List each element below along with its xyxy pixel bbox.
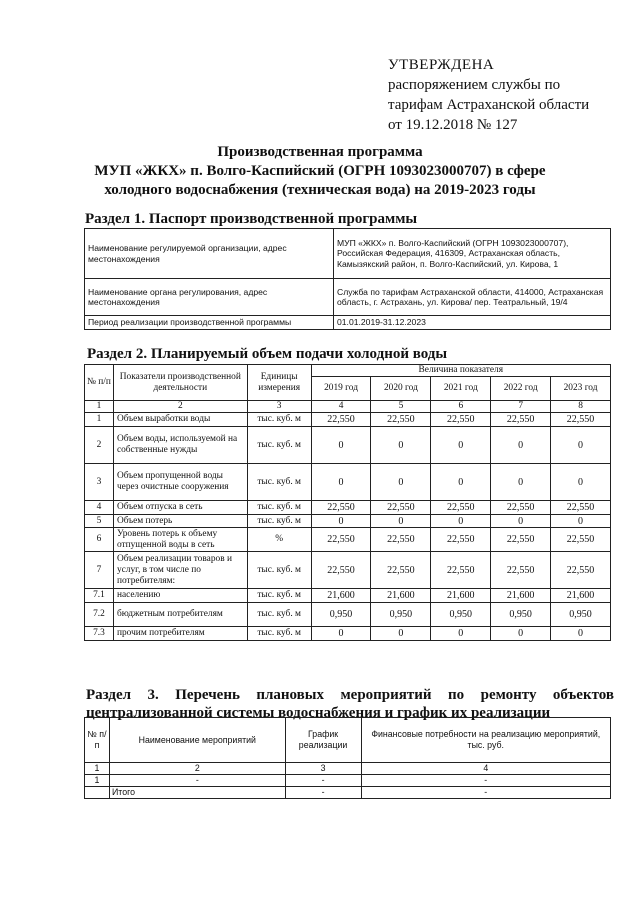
row-value: 0 — [371, 427, 431, 464]
row-value: 0 — [551, 515, 611, 528]
row-value: 0 — [371, 627, 431, 641]
row-value: 0 — [491, 464, 551, 501]
row-unit: тыс. куб. м — [247, 603, 311, 627]
row-value: 22,550 — [491, 413, 551, 427]
passport-table — [84, 228, 611, 330]
column-number-row — [85, 401, 611, 413]
column-number: 2 — [109, 763, 285, 775]
table-row — [85, 775, 611, 787]
column-number: 3 — [247, 401, 311, 413]
section-3-heading-line-1: Раздел 3. Перечень плановых мероприятий по ремонту объектов — [86, 687, 614, 703]
column-number: 6 — [431, 401, 491, 413]
column-number: 1 — [85, 401, 114, 413]
row-value: 21,600 — [431, 589, 491, 603]
table-row — [85, 552, 611, 589]
column-number: 4 — [361, 763, 610, 775]
event-num — [85, 787, 110, 799]
row-value: 22,550 — [371, 501, 431, 515]
table-row — [85, 413, 611, 427]
row-value: 0,950 — [551, 603, 611, 627]
header-schedule: График реализации — [285, 718, 361, 763]
table-row — [85, 464, 611, 501]
row-name: населению — [113, 589, 247, 603]
row-value: 0 — [431, 464, 491, 501]
row-value: 0 — [431, 515, 491, 528]
table-row — [85, 787, 611, 799]
row-unit: тыс. куб. м — [247, 515, 311, 528]
row-value: 22,550 — [491, 501, 551, 515]
header-year: 2023 год — [551, 377, 611, 401]
row-value: 0,950 — [371, 603, 431, 627]
approval-line-2: тарифам Астраханской области — [388, 97, 590, 113]
row-value: 22,550 — [311, 413, 371, 427]
row-value: 22,550 — [371, 528, 431, 552]
row-value: 21,600 — [551, 589, 611, 603]
column-number: 1 — [85, 763, 110, 775]
header-year: 2021 год — [431, 377, 491, 401]
row-value: 0 — [551, 464, 611, 501]
row-name: бюджетным потребителям — [113, 603, 247, 627]
row-num: 7.1 — [85, 589, 114, 603]
row-value: 22,550 — [431, 552, 491, 589]
row-value: 0 — [431, 627, 491, 641]
row-num: 5 — [85, 515, 114, 528]
section-2-heading: Раздел 2. Планируемый объем подачи холодной воды — [87, 346, 448, 362]
header-name: Наименование мероприятий — [109, 718, 285, 763]
table-row — [85, 528, 611, 552]
column-number: 4 — [311, 401, 371, 413]
title-line-1: Производственная программа — [217, 144, 423, 160]
column-number-row — [85, 763, 611, 775]
row-name: прочим потребителям — [113, 627, 247, 641]
row-value: 0 — [491, 627, 551, 641]
row-name: Уровень потерь к объему отпущенной воды в сеть — [113, 528, 247, 552]
title-line-3: холодного водоснабжения (техническая вода) на 2019-2023 годы — [104, 182, 536, 198]
row-unit: тыс. куб. м — [247, 589, 311, 603]
approval-title: УТВЕРЖДЕНА — [388, 57, 495, 73]
table-row — [85, 627, 611, 641]
row-value: 22,550 — [371, 552, 431, 589]
passport-label: Наименование органа регулирования, адрес местонахождения — [85, 279, 334, 316]
event-schedule: - — [285, 775, 361, 787]
events-table — [84, 717, 611, 799]
passport-label: Наименование регулируемой организации, адрес местонахождения — [85, 229, 334, 279]
header-num: № п/п — [85, 718, 110, 763]
table-row — [85, 589, 611, 603]
section-1-heading: Раздел 1. Паспорт производственной программы — [85, 211, 418, 227]
row-value: 22,550 — [311, 528, 371, 552]
row-value: 21,600 — [311, 589, 371, 603]
row-num: 7 — [85, 552, 114, 589]
row-unit: тыс. куб. м — [247, 552, 311, 589]
header-finance: Финансовые потребности на реализацию мероприятий, тыс. руб. — [361, 718, 610, 763]
row-value: 22,550 — [311, 501, 371, 515]
event-finance: - — [361, 775, 610, 787]
table-row — [85, 427, 611, 464]
row-value: 0 — [491, 515, 551, 528]
event-name: - — [109, 775, 285, 787]
approval-line-3: от 19.12.2018 № 127 — [388, 117, 518, 133]
row-value: 0,950 — [491, 603, 551, 627]
row-value: 21,600 — [371, 589, 431, 603]
row-value: 0 — [491, 427, 551, 464]
row-value: 0 — [551, 627, 611, 641]
row-name: Объем пропущенной воды через очистные сооружения — [113, 464, 247, 501]
table-header-row — [85, 718, 611, 763]
row-name: Объем реализации товаров и услуг, в том числе по потребителям: — [113, 552, 247, 589]
row-value: 0,950 — [311, 603, 371, 627]
row-value: 22,550 — [551, 528, 611, 552]
row-value: 22,550 — [431, 528, 491, 552]
passport-value: Служба по тарифам Астраханской области, 414000, Астраханская область, г. Астрахань, ул. Кирова/ пер. Театральный, 19/4 — [334, 279, 611, 316]
row-value: 22,550 — [311, 552, 371, 589]
table-header-row — [85, 365, 611, 377]
row-name: Объем выработки воды — [113, 413, 247, 427]
table-row — [85, 279, 611, 316]
header-indicator: Показатели производственной деятельности — [113, 365, 247, 401]
row-num: 6 — [85, 528, 114, 552]
passport-value: 01.01.2019-31.12.2023 — [334, 316, 611, 330]
column-number: 8 — [551, 401, 611, 413]
event-name: Итого — [109, 787, 285, 799]
row-value: 0 — [371, 464, 431, 501]
row-value: 0 — [311, 627, 371, 641]
event-finance: - — [361, 787, 610, 799]
column-number: 3 — [285, 763, 361, 775]
row-value: 22,550 — [491, 528, 551, 552]
row-num: 1 — [85, 413, 114, 427]
header-num: № п/п — [85, 365, 114, 401]
row-value: 0 — [311, 427, 371, 464]
approval-line-1: распоряжением службы по — [388, 77, 561, 93]
table-row — [85, 603, 611, 627]
row-value: 0,950 — [431, 603, 491, 627]
event-schedule: - — [285, 787, 361, 799]
row-num: 4 — [85, 501, 114, 515]
row-value: 22,550 — [431, 501, 491, 515]
column-number: 2 — [113, 401, 247, 413]
header-year: 2022 год — [491, 377, 551, 401]
row-num: 3 — [85, 464, 114, 501]
row-unit: тыс. куб. м — [247, 627, 311, 641]
row-value: 0 — [371, 515, 431, 528]
row-num: 2 — [85, 427, 114, 464]
table-row — [85, 501, 611, 515]
row-unit: тыс. куб. м — [247, 501, 311, 515]
row-name: Объем отпуска в сеть — [113, 501, 247, 515]
row-value: 22,550 — [371, 413, 431, 427]
row-unit: % — [247, 528, 311, 552]
column-number: 7 — [491, 401, 551, 413]
row-value: 22,550 — [551, 413, 611, 427]
header-year: 2019 год — [311, 377, 371, 401]
row-name: Объем воды, используемой на собственные нужды — [113, 427, 247, 464]
row-unit: тыс. куб. м — [247, 427, 311, 464]
row-value: 0 — [431, 427, 491, 464]
passport-value: МУП «ЖКХ» п. Волго-Каспийский (ОГРН 1093023000707), Российская Федерация, 416309, Астраханская область, Камызякский район, п. Волго-Каспийский, ул. Кирова, 1 — [334, 229, 611, 279]
document-title — [20, 143, 620, 200]
table-row — [85, 515, 611, 528]
header-year: 2020 год — [371, 377, 431, 401]
passport-label: Период реализации производственной программы — [85, 316, 334, 330]
row-unit: тыс. куб. м — [247, 413, 311, 427]
row-value: 22,550 — [431, 413, 491, 427]
row-value: 22,550 — [491, 552, 551, 589]
section-3-heading-line-2: централизованной системы водоснабжения и график их реализации — [86, 705, 551, 721]
row-num: 7.3 — [85, 627, 114, 641]
row-unit: тыс. куб. м — [247, 464, 311, 501]
approval-block — [388, 55, 628, 135]
row-value: 21,600 — [491, 589, 551, 603]
row-value: 0 — [551, 427, 611, 464]
table-row — [85, 316, 611, 330]
header-value-group: Величина показателя — [311, 365, 610, 377]
row-name: Объем потерь — [113, 515, 247, 528]
table-row — [85, 229, 611, 279]
row-value: 0 — [311, 464, 371, 501]
row-value: 22,550 — [551, 552, 611, 589]
title-line-2: МУП «ЖКХ» п. Волго-Каспийский (ОГРН 1093023000707) в сфере — [94, 163, 546, 179]
row-value: 0 — [311, 515, 371, 528]
row-value: 22,550 — [551, 501, 611, 515]
row-num: 7.2 — [85, 603, 114, 627]
event-num: 1 — [85, 775, 110, 787]
water-volume-table — [84, 364, 611, 641]
column-number: 5 — [371, 401, 431, 413]
header-unit: Единицы измерения — [247, 365, 311, 401]
